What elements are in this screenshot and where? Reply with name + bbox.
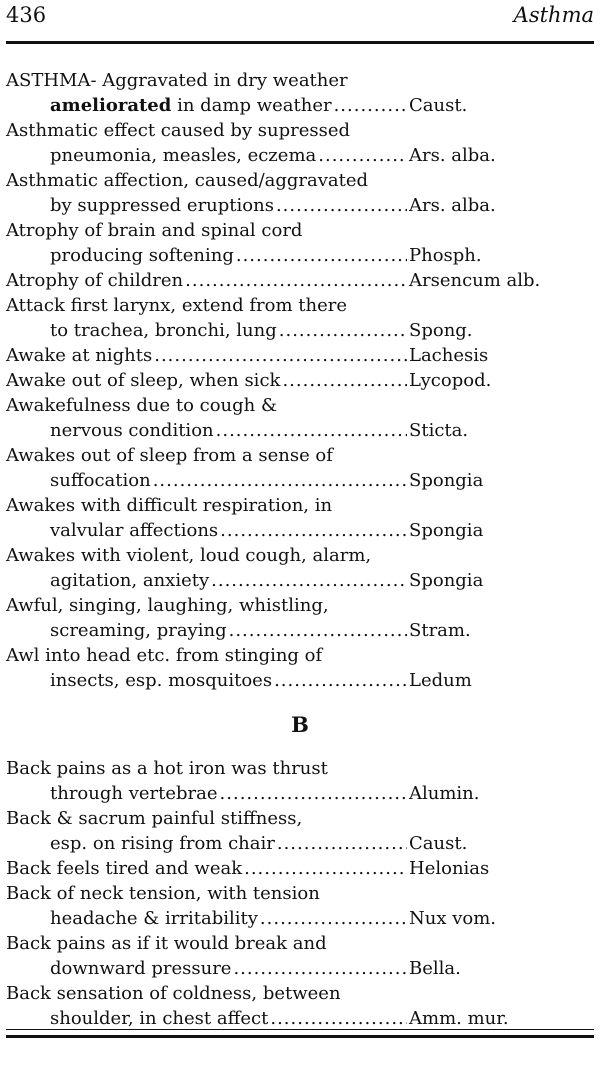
index-section-b [6,756,594,1031]
entry-continuation: esp. on rising from chair [50,833,275,854]
index-section-a [6,68,594,693]
index-entry [6,293,594,343]
entry-remedy: Amm. mur. [409,1008,509,1029]
leader-dots [270,1006,407,1031]
entry-remedy: Ledum [409,670,472,691]
entry-line-1: Asthmatic affection, caused/aggravated [6,170,369,191]
index-entry [6,493,594,543]
entry-remedy: Arsencum alb. [409,270,541,291]
index-entry [6,881,594,931]
leader-dots [211,568,407,593]
entry-continuation: nervous condition [50,420,214,441]
entry-line-1: Back of neck tension, with tension [6,883,320,904]
entry-text: Back feels tired and weak [6,858,243,879]
entry-continuation: by suppressed eruptions [50,195,274,216]
index-entry [6,68,594,118]
leader-dots [185,268,407,293]
entry-continuation: pneumonia, measles, eczema [50,145,317,166]
entry-line-1: ASTHMA- Aggravated in dry weather [6,70,348,91]
entry-line-1: Back pains as if it would break and [6,933,327,954]
index-entry [6,806,594,856]
entry-remedy: Stram. [409,620,471,641]
entry-line-1: Asthmatic effect caused by supressed [6,120,350,141]
entry-line-2 [6,906,594,931]
header-rule [6,41,594,44]
entry-remedy: Spongia [409,570,484,591]
entry-line-2 [6,143,594,168]
leader-dots [334,93,407,118]
entry-line-1: Awakes with violent, loud cough, alarm, [6,545,372,566]
entry-line-1: Back & sacrum painful stiffness, [6,808,303,829]
entry-continuation: downward pressure [50,958,232,979]
entry-remedy: Caust. [409,833,468,854]
entry-continuation: valvular affections [50,520,219,541]
entry-line-1: Attack first larynx, extend from there [6,295,347,316]
entry-remedy: Spongia [409,470,484,491]
entry-line-1: Back pains as a hot iron was thrust [6,758,328,779]
entry-remedy: Ars. alba. [409,145,496,166]
entry-remedy: Bella. [409,958,461,979]
entry-remedy: Lachesis [409,345,489,366]
index-entry [6,643,594,693]
index-entry [6,593,594,643]
entry-remedy: Nux vom. [409,908,497,929]
index-entry [6,218,594,268]
entry-continuation: screaming, praying [50,620,227,641]
entry-emphasis: ameliorated [50,95,172,116]
page-number: 436 [6,3,47,27]
entry-continuation: through vertebrae [50,783,218,804]
index-entry [6,931,594,981]
entry-line-1: Awl into head etc. from stinging of [6,645,323,666]
leader-dots [244,856,407,881]
running-head: Asthma [513,3,594,27]
entry-remedy: Spong. [409,320,473,341]
entry-remedy: Spongia [409,520,484,541]
entry-text: Atrophy of children [6,270,184,291]
entry-remedy: Ars. alba. [409,195,496,216]
entry-continuation: headache & irritability [50,908,258,929]
index-entry [6,168,594,218]
entry-line [6,856,594,881]
leader-dots [216,418,407,443]
index-entry [6,756,594,806]
leader-dots [154,343,407,368]
leader-dots [277,831,407,856]
entry-continuation [50,93,332,118]
entry-line-2 [6,568,594,593]
leader-dots [236,243,407,268]
entry-text: Awake out of sleep, when sick [6,370,281,391]
index-entry [6,856,594,881]
footer-rule-thick [6,1035,594,1038]
entry-line-1: Awakes with difficult respiration, in [6,495,333,516]
entry-remedy: Sticta. [409,420,469,441]
entry-line [6,268,594,293]
leader-dots [260,906,407,931]
entry-continuation: producing softening [50,245,234,266]
section-letter-heading: B [291,712,309,737]
entry-continuation-text: in damp weather [171,95,332,116]
entry-line-2 [6,618,594,643]
entry-continuation: to trachea, bronchi, lung [50,320,277,341]
index-entry [6,393,594,443]
entry-continuation: agitation, anxiety [50,570,210,591]
entry-line-1: Back sensation of coldness, between [6,983,341,1004]
entry-line-1: Awakefulness due to cough & [6,395,277,416]
index-entry [6,981,594,1031]
entry-continuation: insects, esp. mosquitoes [50,670,273,691]
entry-remedy: Alumin. [409,783,480,804]
entry-remedy: Helonias [409,858,490,879]
leader-dots [279,318,407,343]
leader-dots [233,956,407,981]
entry-line-2 [6,518,594,543]
index-entry [6,343,594,368]
entry-line-2 [6,781,594,806]
entry-line-2 [6,193,594,218]
leader-dots [220,781,407,806]
entry-continuation: shoulder, in chest affect [50,1008,269,1029]
leader-dots [229,618,407,643]
entry-line-2 [6,468,594,493]
leader-dots [318,143,407,168]
leader-dots [276,193,407,218]
index-entry [6,443,594,493]
entry-remedy: Caust. [409,95,468,116]
index-entry [6,543,594,593]
index-entry [6,268,594,293]
entry-line-2 [6,956,594,981]
entry-line-1: Awakes out of sleep from a sense of [6,445,333,466]
entry-line-1: Atrophy of brain and spinal cord [6,220,303,241]
footer-rule-thin [6,1029,594,1030]
entry-line-2 [6,93,594,118]
leader-dots [153,468,407,493]
entry-line-2 [6,418,594,443]
index-entry [6,368,594,393]
entry-text: Awake at nights [6,345,153,366]
entry-line-2 [6,668,594,693]
entry-continuation: suffocation [50,470,151,491]
index-entry [6,118,594,168]
leader-dots [282,368,407,393]
entry-remedy: Lycopod. [409,370,492,391]
leader-dots [220,518,407,543]
leader-dots [274,668,407,693]
entry-line [6,343,594,368]
entry-line-1: Awful, singing, laughing, whistling, [6,595,329,616]
entry-line-2 [6,831,594,856]
entry-line [6,368,594,393]
entry-line-2 [6,1006,594,1031]
entry-line-2 [6,318,594,343]
entry-line-2 [6,243,594,268]
entry-remedy: Phosph. [409,245,482,266]
